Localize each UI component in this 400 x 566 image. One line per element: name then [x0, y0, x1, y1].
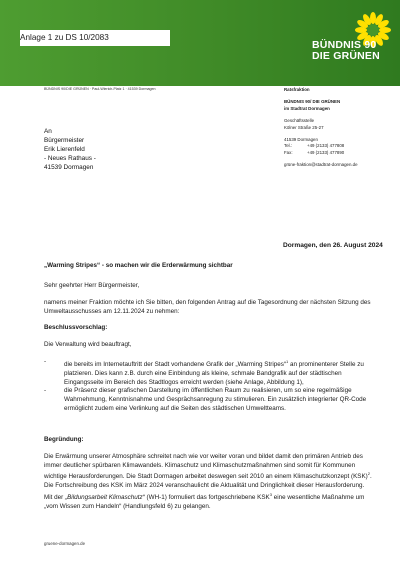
footnote-marker: 2: [367, 471, 371, 477]
sender-info-block: [284, 87, 358, 169]
office-label: Geschäftsstelle: [284, 118, 315, 124]
recipient-line: Bürgermeister: [44, 137, 85, 144]
intro-paragraph: namens meiner Fraktion möchte ich Sie bitten, den folgenden Antrag auf die Tagesordnung der nächsten Sitzung des Umweltausschusses am 12.11.2024 zu nehmen:: [44, 299, 371, 315]
list-text: die Präsenz dieser grafischen Darstellung im öffentlichen Raum zu realisieren, um so eine regelmäßige Wahrnehmung, Kenntnisnahme und Gesprächsanregung zu stimulieren. Ein zusätzlich integrierter QR-Code ermöglicht zudem eine Verlinkung auf die Seiten des städtischen Umweltteams.: [64, 387, 367, 412]
recipient-line: 41539 Dormagen: [44, 164, 94, 171]
sender-org-sub: im Stadtrat Dormagen: [284, 105, 330, 111]
list-dash: -: [44, 387, 47, 395]
reason-text: eine wesentliche Maßnahme um „vom Wissen zum Handeln“ (Handlungsfeld 6) zu gelangen.: [44, 494, 365, 510]
footnote-marker: 1: [286, 359, 289, 364]
logo-line-1: BÜNDNIS 90: [312, 39, 377, 51]
document-stamp: Anlage 1 zu DS 10/2083: [20, 30, 170, 46]
footnote-marker: 3: [269, 491, 272, 497]
salutation: Sehr geehrter Herr Bürgermeister,: [44, 282, 140, 289]
recipient-line: Erik Lierenfeld: [44, 146, 85, 153]
recipient-line: - Neues Rathaus -: [44, 155, 96, 162]
phone-label: Tel.:: [284, 143, 293, 149]
list-text: die bereits im Internetauftritt der Stadt vorhandene Grafik der „Warming Stripes“: [64, 361, 287, 369]
recipient-address: [44, 127, 96, 172]
proposal-lead: Die Verwaltung wird beauftragt,: [44, 341, 132, 348]
reason-paragraph: [44, 453, 374, 511]
reason-text: (WH-1) formuliert das fortgeschriebene KSK: [144, 494, 270, 501]
list-text-cont: an prominenterer Stelle zu platzieren. Dies kann z.B. durch eine Einbindung als kleine, schmale Bandgrafik auf der städtischen Eingangsseite im Bereich des Stadtlogos erreicht werden (siehe Anlage, Abbildung 1),: [64, 361, 364, 386]
email-address: grüne-fraktion@stadtrat-dormagen.de: [284, 162, 358, 168]
reason-heading: Begründung:: [44, 436, 84, 443]
logo-line-2: DIE GRÜNEN: [312, 50, 380, 62]
reason-emphasis: „Bildungsarbeit Klimaschutz“: [65, 494, 145, 501]
fax-number: +49 (2133) 477890: [307, 149, 345, 155]
phone-number: +49 (2133) 477808: [307, 143, 345, 149]
sender-org: BÜNDNIS 90/ DIE GRÜNEN: [284, 99, 341, 105]
list-item: [44, 387, 374, 413]
letter-date: Dormagen, den 26. August 2024: [283, 242, 383, 249]
office-street: Kölner Straße 25-27: [284, 124, 324, 130]
recipient-line: An: [44, 128, 52, 135]
footer-website: gruene-dormagen.de: [44, 541, 86, 546]
reason-text: . Die Fortschreibung des KSK im März 2024 veranschaulicht die Aktualität und Dringlichkeit dieser Herausforderung. Mit der: [44, 473, 372, 501]
list-dash: -: [44, 358, 47, 365]
header-banner: [0, 0, 400, 86]
proposal-heading: Beschlussvorschlag:: [44, 324, 108, 331]
proposal-list: [44, 358, 374, 413]
fax-label: Fax:: [284, 149, 293, 155]
sender-return-line: BÜNDNIS 90/DIE GRÜNEN · Paul-Wierich-Platz 1 · 41539 Dormagen: [44, 87, 156, 91]
office-city: 41539 Dormagen: [284, 137, 318, 143]
reason-text: Die Erwärmung unserer Atmosphäre schreitet nach wie vor weiter voran und bildet damit den primären Antrieb des immer deutlicher spürbaren Klimawandels. Klimaschutz und Klimaschutzmaßnahmen sind somit für Kommunen wichtige Herausforderungen. Die Stadt Dormagen arbeitet deswegen seit 2010 an einem Klimaschutzkonzept (KSK): [44, 453, 368, 481]
sender-title: Ratsfraktion: [284, 87, 310, 92]
letter-subject: „Warming Stripes“ - so machen wir die Erderwärmung sichtbar: [44, 262, 233, 269]
list-item: [44, 358, 374, 387]
party-logo: [312, 40, 380, 62]
